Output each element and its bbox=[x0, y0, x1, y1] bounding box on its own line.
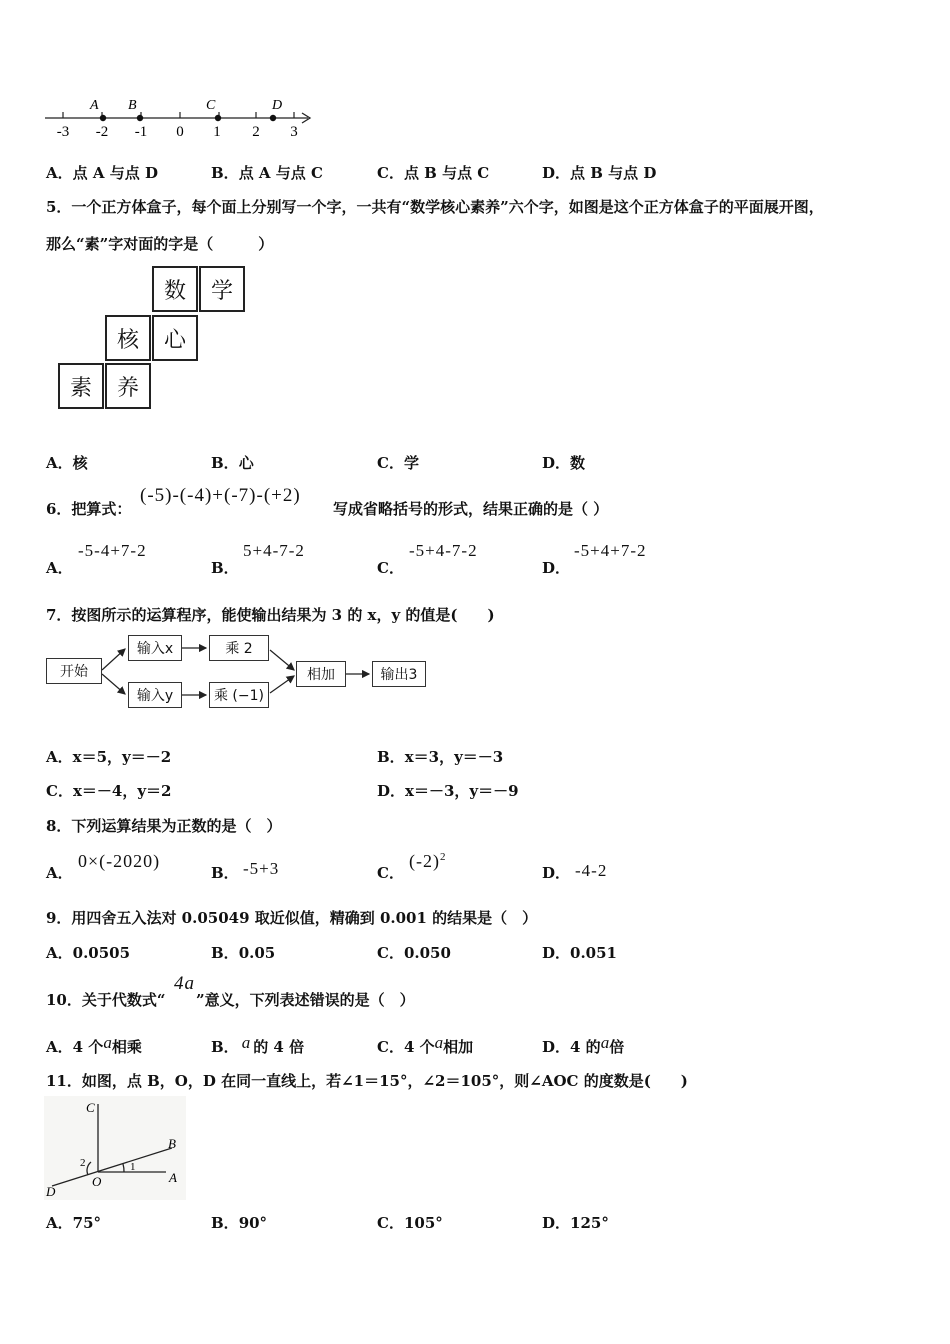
point-c-label: C bbox=[206, 98, 216, 113]
q8-stem: 8．下列运算结果为正数的是（ ） bbox=[46, 817, 282, 835]
net-cell-shu: 数 bbox=[152, 266, 198, 312]
q5-option-c[interactable]: C．学 bbox=[377, 454, 419, 472]
q7-option-d[interactable]: D．x＝－3，y＝－9 bbox=[377, 782, 519, 800]
q7-option-b[interactable]: B．x＝3，y＝－3 bbox=[377, 748, 504, 766]
q9-option-c[interactable]: C．0.050 bbox=[377, 944, 451, 962]
q6-option-d-letter[interactable]: D． bbox=[542, 559, 571, 577]
point-b-dot bbox=[137, 115, 143, 121]
q8-option-c-exponent: 2 bbox=[439, 851, 447, 863]
flow-input-x-box: 输入x bbox=[128, 635, 182, 661]
q5-stem-line2: 那么“素”字对面的字是（ ） bbox=[46, 235, 274, 253]
q7-option-a[interactable]: A．x＝5，y＝－2 bbox=[46, 748, 172, 766]
q10-expression: 4a bbox=[174, 973, 195, 994]
angle-2-label: 2 bbox=[80, 1157, 86, 1169]
angle-1-label: 1 bbox=[130, 1161, 136, 1173]
point-d-label: D bbox=[272, 98, 283, 113]
q5-option-d[interactable]: D．数 bbox=[542, 454, 586, 472]
q8-option-c-letter[interactable]: C． bbox=[377, 864, 404, 882]
point-b-label: B bbox=[128, 98, 137, 113]
label-o: O bbox=[92, 1174, 102, 1189]
point-c-dot bbox=[215, 115, 221, 121]
q10-option-a[interactable]: A．4 个a相乘 bbox=[46, 1033, 142, 1056]
flow-start-box: 开始 bbox=[46, 658, 102, 684]
q10-suffix: ”意义，下列表述错误的是（ ） bbox=[196, 991, 415, 1009]
point-d-dot bbox=[270, 115, 276, 121]
q6-option-a-letter[interactable]: A． bbox=[46, 559, 73, 577]
cube-net-figure bbox=[56, 266, 251, 412]
q9-option-d[interactable]: D．0.051 bbox=[542, 944, 617, 962]
flow-times-2-box: 乘 2 bbox=[209, 635, 269, 661]
q10-prefix: 10．关于代数式“ bbox=[46, 991, 166, 1009]
label-a: A bbox=[169, 1170, 177, 1185]
q6-expression: (-5)-(-4)+(-7)-(+2) bbox=[140, 485, 301, 506]
q9-option-a[interactable]: A．0.0505 bbox=[46, 944, 131, 962]
tick-label: -1 bbox=[134, 124, 148, 140]
tick-label: 1 bbox=[213, 124, 221, 140]
tick-label: 2 bbox=[252, 124, 260, 140]
flow-output-box: 输出3 bbox=[372, 661, 426, 687]
q8-option-b-letter[interactable]: B． bbox=[211, 864, 239, 882]
q10-option-b[interactable]: B． a 的 4 倍 bbox=[211, 1033, 305, 1056]
q11-option-b[interactable]: B．90° bbox=[211, 1214, 268, 1232]
q8-option-a-letter[interactable]: A． bbox=[46, 864, 73, 882]
point-a-dot bbox=[100, 115, 106, 121]
net-cell-su: 素 bbox=[58, 363, 104, 409]
tick-label: 3 bbox=[290, 124, 298, 140]
label-d: D bbox=[46, 1184, 56, 1199]
q8-option-b-expr[interactable]: -5+3 bbox=[243, 859, 280, 878]
label-c: C bbox=[86, 1100, 95, 1115]
label-b: B bbox=[168, 1136, 176, 1151]
q11-option-c[interactable]: C．105° bbox=[377, 1214, 443, 1232]
q6-suffix: 写成省略括号的形式，结果正确的是（ ） bbox=[333, 500, 609, 518]
q6-option-a-expr[interactable]: -5-4+7-2 bbox=[78, 541, 147, 560]
q4-option-c[interactable]: C．点 B 与点 C bbox=[377, 164, 490, 182]
q10-option-c[interactable]: C．4 个a相加 bbox=[377, 1033, 474, 1056]
q6-prefix: 6．把算式： bbox=[46, 500, 132, 518]
q8-option-c-expr[interactable]: $(-2)^2$ bbox=[409, 851, 447, 871]
flow-times-neg1-box: 乘 (−1) bbox=[209, 682, 269, 708]
flow-add-box: 相加 bbox=[296, 661, 346, 687]
q5-stem-line1: 5．一个正方体盒子，每个面上分别写一个字，一共有“数学核心素养”六个字，如图是这个正方体盒子的平面展开图， bbox=[46, 198, 824, 216]
q4-option-b[interactable]: B．点 A 与点 C bbox=[211, 164, 323, 182]
flow-input-y-box: 输入y bbox=[128, 682, 182, 708]
q9-stem: 9．用四舍五入法对 0.05049 取近似值，精确到 0.001 的结果是（ ） bbox=[46, 909, 538, 927]
net-cell-yang: 养 bbox=[105, 363, 151, 409]
q4-option-a[interactable]: A．点 A 与点 D bbox=[46, 164, 158, 182]
q9-option-b[interactable]: B．0.05 bbox=[211, 944, 276, 962]
q8-option-d-expr[interactable]: -4-2 bbox=[575, 861, 608, 880]
angle-figure bbox=[44, 1096, 186, 1200]
q6-option-b-expr[interactable]: 5+4-7-2 bbox=[243, 541, 305, 560]
q8-option-a-expr[interactable]: 0×(-2020) bbox=[78, 851, 161, 871]
q4-option-d[interactable]: D．点 B 与点 D bbox=[542, 164, 657, 182]
q11-option-d[interactable]: D．125° bbox=[542, 1214, 609, 1232]
q7-option-c[interactable]: C．x＝－4，y＝2 bbox=[46, 782, 172, 800]
q5-option-a[interactable]: A．核 bbox=[46, 454, 88, 472]
net-cell-xue: 学 bbox=[199, 266, 245, 312]
point-a-label: A bbox=[90, 98, 99, 113]
tick-label: -2 bbox=[95, 124, 109, 140]
tick-label: -3 bbox=[56, 124, 70, 140]
q8-option-d-letter[interactable]: D． bbox=[542, 864, 571, 882]
net-cell-he: 核 bbox=[105, 315, 151, 361]
q6-option-d-expr[interactable]: -5+4+7-2 bbox=[574, 541, 647, 560]
net-cell-xin: 心 bbox=[152, 315, 198, 361]
q5-option-b[interactable]: B．心 bbox=[211, 454, 254, 472]
q10-option-d[interactable]: D．4 的a倍 bbox=[542, 1033, 625, 1056]
tick-label: 0 bbox=[176, 124, 184, 140]
q6-option-c-expr[interactable]: -5+4-7-2 bbox=[409, 541, 478, 560]
q6-option-b-letter[interactable]: B． bbox=[211, 559, 239, 577]
q11-stem: 11．如图，点 B，O，D 在同一直线上，若∠1＝15°，∠2＝105°，则∠AOC 的度数是( ) bbox=[46, 1072, 688, 1090]
q6-option-c-letter[interactable]: C． bbox=[377, 559, 404, 577]
q11-option-a[interactable]: A．75° bbox=[46, 1214, 102, 1232]
q7-stem: 7．按图所示的运算程序，能使输出结果为 3 的 x，y 的值是( ) bbox=[46, 606, 495, 624]
number-line-figure bbox=[40, 92, 330, 144]
flowchart-figure bbox=[44, 630, 434, 712]
